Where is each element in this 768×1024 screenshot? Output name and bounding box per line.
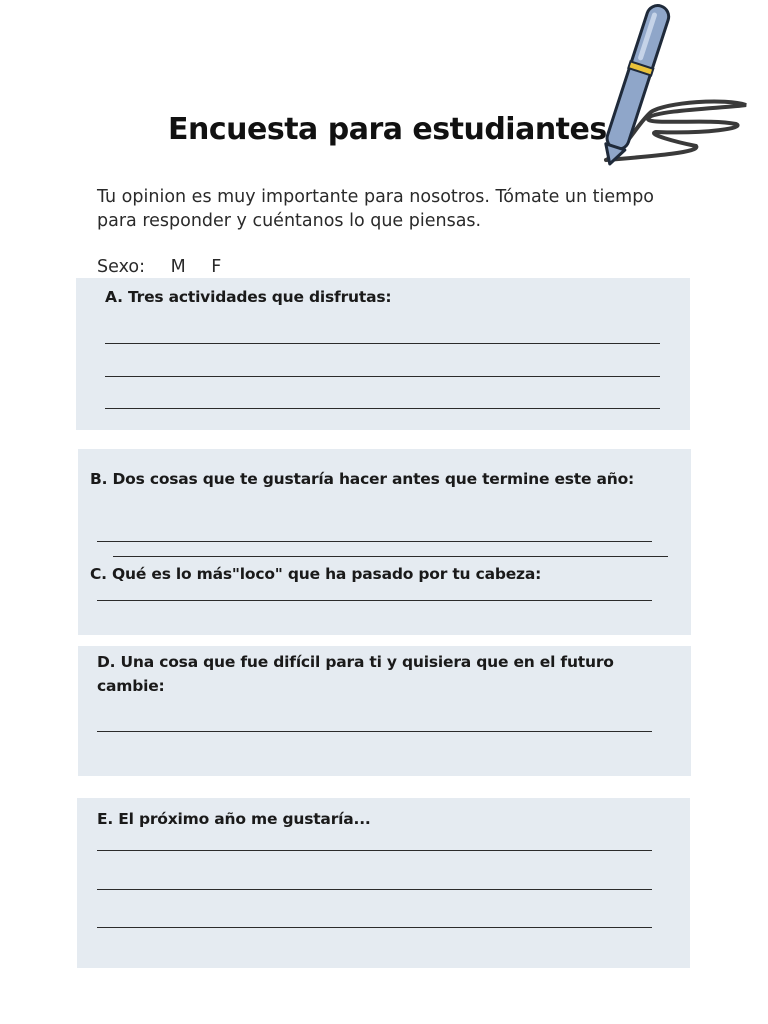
question-a: A. Tres actividades que disfrutas: <box>105 288 392 306</box>
answer-line[interactable] <box>105 408 660 409</box>
gender-option-f[interactable]: F <box>211 257 222 277</box>
pen-icon <box>596 0 756 170</box>
question-d: D. Una cosa que fue difícil para ti y quisiera que en el futuro cambie: <box>97 653 614 695</box>
gender-option-m[interactable]: M <box>170 257 186 277</box>
answer-line[interactable] <box>97 541 652 542</box>
question-e: E. El próximo año me gustaría... <box>97 810 371 828</box>
answer-line[interactable] <box>97 889 652 890</box>
page-title: Encuesta para estudiantes <box>168 112 607 147</box>
answer-line[interactable] <box>97 600 652 601</box>
answer-line[interactable] <box>97 927 652 928</box>
answer-line[interactable] <box>105 343 660 344</box>
gender-field <box>97 257 241 277</box>
answer-line[interactable] <box>97 850 652 851</box>
question-c: C. Qué es lo más"loco" que ha pasado por tu cabeza: <box>90 565 542 583</box>
intro-text: Tu opinion es muy importante para nosotros. Tómate un tiempo para responder y cuéntanos lo que piensas. <box>97 187 655 231</box>
answer-line[interactable] <box>97 731 652 732</box>
question-b: B. Dos cosas que te gustaría hacer antes que termine este año: <box>90 470 635 488</box>
gender-label: Sexo: <box>97 257 145 277</box>
answer-line[interactable] <box>105 376 660 377</box>
answer-line[interactable] <box>113 556 668 557</box>
